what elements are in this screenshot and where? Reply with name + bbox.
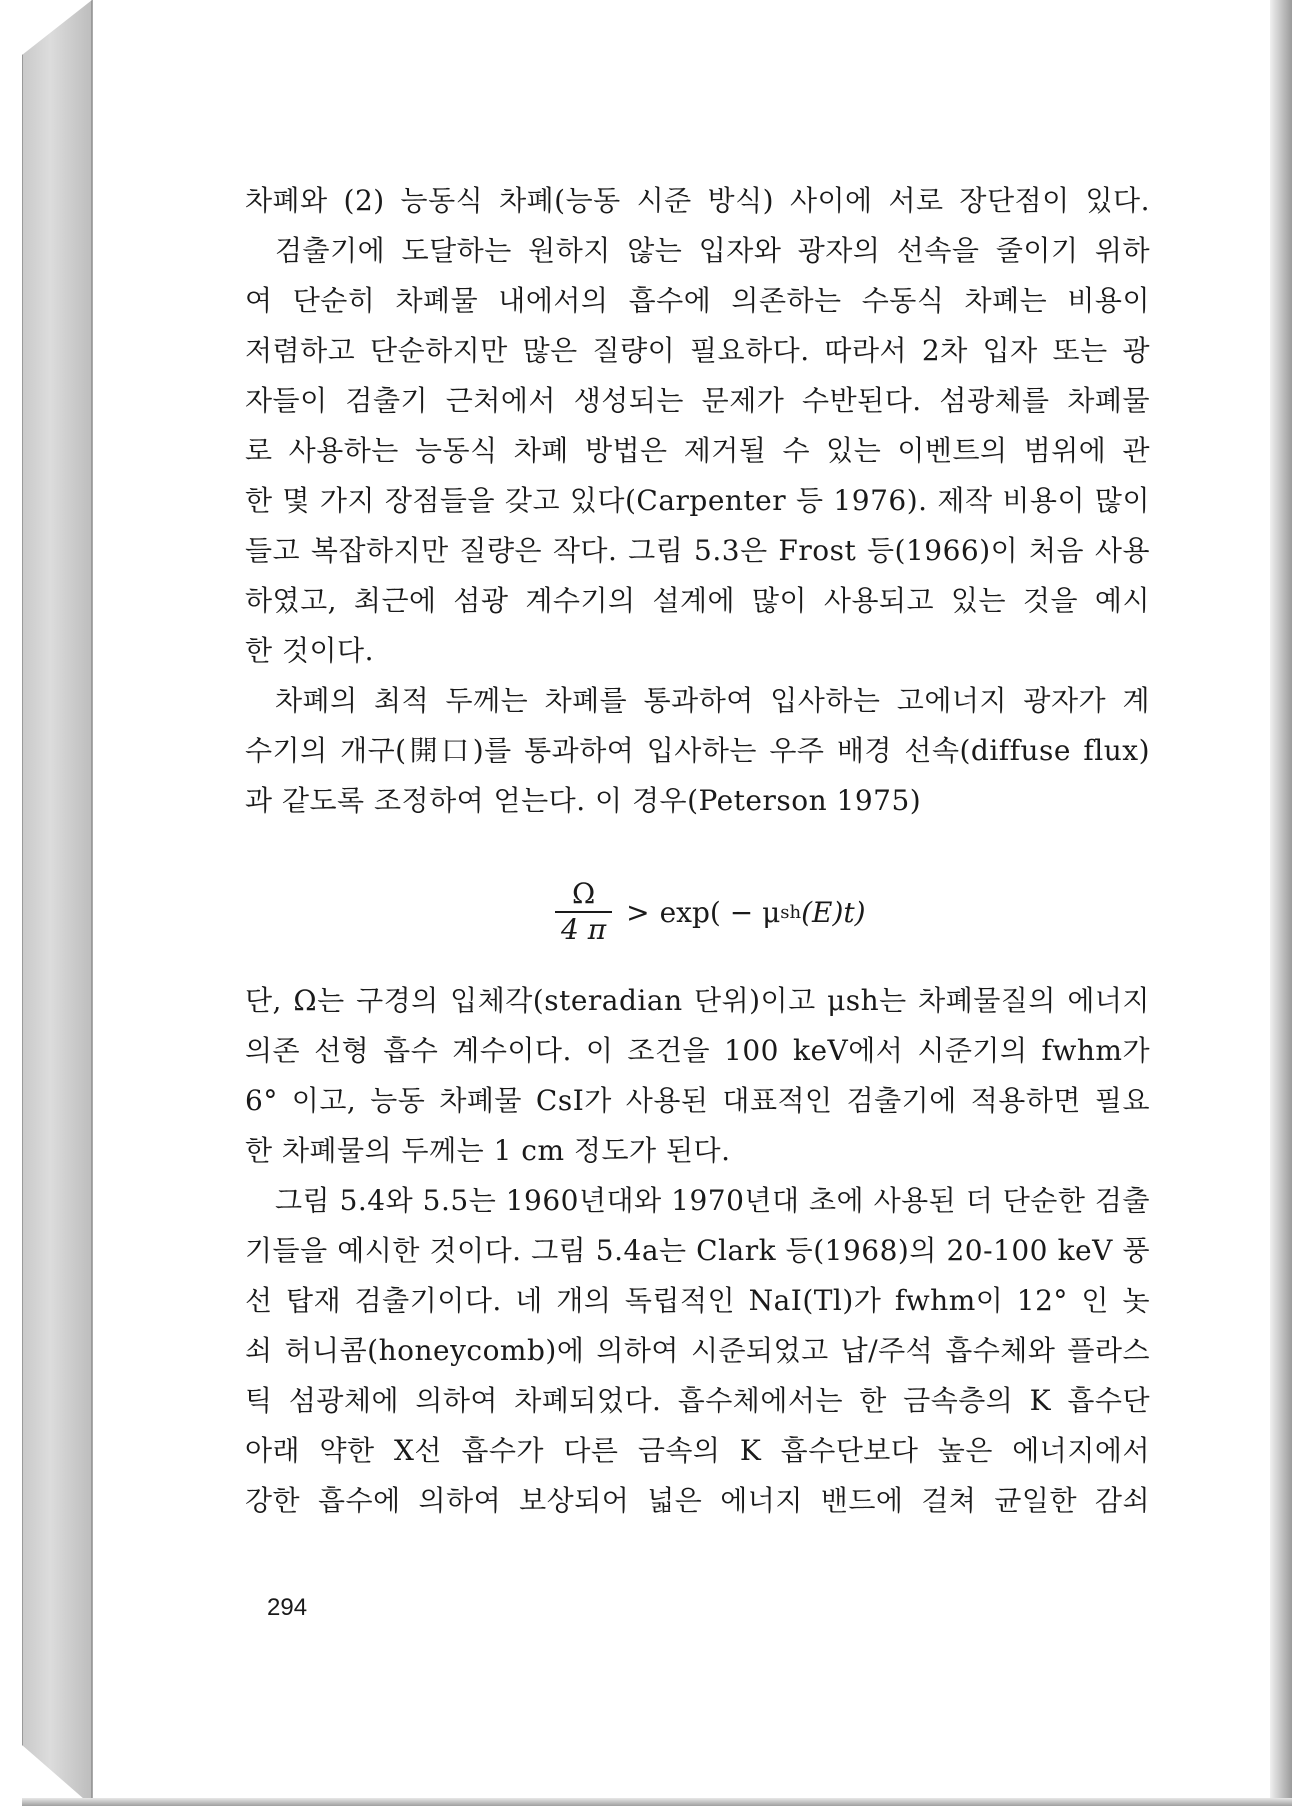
- page-shadow-bottom: [22, 1798, 1292, 1806]
- text-line: 선 탑재 검출기이다. 네 개의 독립적인 NaI(Tl)가 fwhm이 12° 인 놋: [245, 1284, 1150, 1317]
- text-line: 여 단순히 차폐물 내에서의 흡수에 의존하는 수동식 차폐는 비용이: [245, 284, 1150, 317]
- text-line: 그림 5.4와 5.5는 1960년대와 1970년대 초에 사용된 더 단순한 검출: [275, 1184, 1150, 1217]
- text-line: 틱 섬광체에 의하여 차폐되었다. 흡수체에서는 한 금속층의 K 흡수단: [245, 1384, 1150, 1417]
- page-shadow-right: [1270, 0, 1292, 1806]
- text-line: 수기의 개구(開口)를 통과하여 입사하는 우주 배경 선속(diffuse flux): [245, 734, 1150, 767]
- text-block-upper: [245, 176, 1150, 826]
- text-line: 하였고, 최근에 섬광 계수기의 설계에 많이 사용되고 있는 것을 예시: [245, 584, 1150, 617]
- book-spine-edge: [22, 0, 92, 1806]
- equation-numerator: Ω: [571, 877, 596, 910]
- text-block-lower: [245, 976, 1150, 1526]
- text-line: 과 같도록 조정하여 얻는다. 이 경우(Peterson 1975): [245, 784, 922, 817]
- text-line: 자들이 검출기 근처에서 생성되는 문제가 수반된다. 섬광체를 차폐물: [245, 384, 1150, 417]
- equation-denominator: 4 π: [561, 913, 607, 946]
- equation-rhs-prefix: exp( − μ: [659, 895, 781, 929]
- text-line: 한 것이다.: [245, 634, 374, 667]
- equation-rhs-suffix: (E)t): [801, 895, 866, 929]
- equation-fraction: [555, 877, 612, 947]
- text-line: 아래 약한 X선 흡수가 다른 금속의 K 흡수단보다 높은 에너지에서: [245, 1434, 1150, 1467]
- text-line: 강한 흡수에 의하여 보상되어 넓은 에너지 밴드에 걸쳐 균일한 감쇠: [245, 1484, 1150, 1517]
- text-line: 쇠 허니콤(honeycomb)에 의하여 시준되었고 납/주석 흡수체와 플라스: [245, 1334, 1150, 1367]
- text-line: 차폐와 (2) 능동식 차폐(능동 시준 방식) 사이에 서로 장단점이 있다.: [245, 184, 1150, 217]
- text-line: 저렴하고 단순하지만 많은 질량이 필요하다. 따라서 2차 입자 또는 광: [245, 334, 1150, 367]
- text-line: 기들을 예시한 것이다. 그림 5.4a는 Clark 등(1968)의 20-100 keV 풍: [245, 1234, 1150, 1267]
- text-line: 한 차폐물의 두께는 1 cm 정도가 된다.: [245, 1134, 731, 1167]
- equation: [555, 872, 866, 952]
- text-line: 단, Ω는 구경의 입체각(steradian 단위)이고 μsh는 차폐물질의 에너지: [245, 984, 1150, 1017]
- text-line: 들고 복잡하지만 질량은 작다. 그림 5.3은 Frost 등(1966)이 처음 사용: [245, 534, 1150, 567]
- text-line: 로 사용하는 능동식 차폐 방법은 제거될 수 있는 이벤트의 범위에 관: [245, 434, 1150, 467]
- equation-rhs-subscript: sh: [780, 901, 802, 923]
- text-line: 차폐의 최적 두께는 차폐를 통과하여 입사하는 고에너지 광자가 계: [275, 684, 1150, 717]
- equation-operator: >: [626, 895, 650, 929]
- text-line: 한 몇 가지 장점들을 갖고 있다(Carpenter 등 1976). 제작 비용이 많이: [245, 484, 1150, 517]
- text-line: 검출기에 도달하는 원하지 않는 입자와 광자의 선속을 줄이기 위하: [275, 234, 1150, 267]
- text-line: 6° 이고, 능동 차폐물 CsI가 사용된 대표적인 검출기에 적용하면 필요: [245, 1084, 1150, 1117]
- page-number: 294: [267, 1594, 308, 1621]
- text-line: 의존 선형 흡수 계수이다. 이 조건을 100 keV에서 시준기의 fwhm가: [245, 1034, 1150, 1067]
